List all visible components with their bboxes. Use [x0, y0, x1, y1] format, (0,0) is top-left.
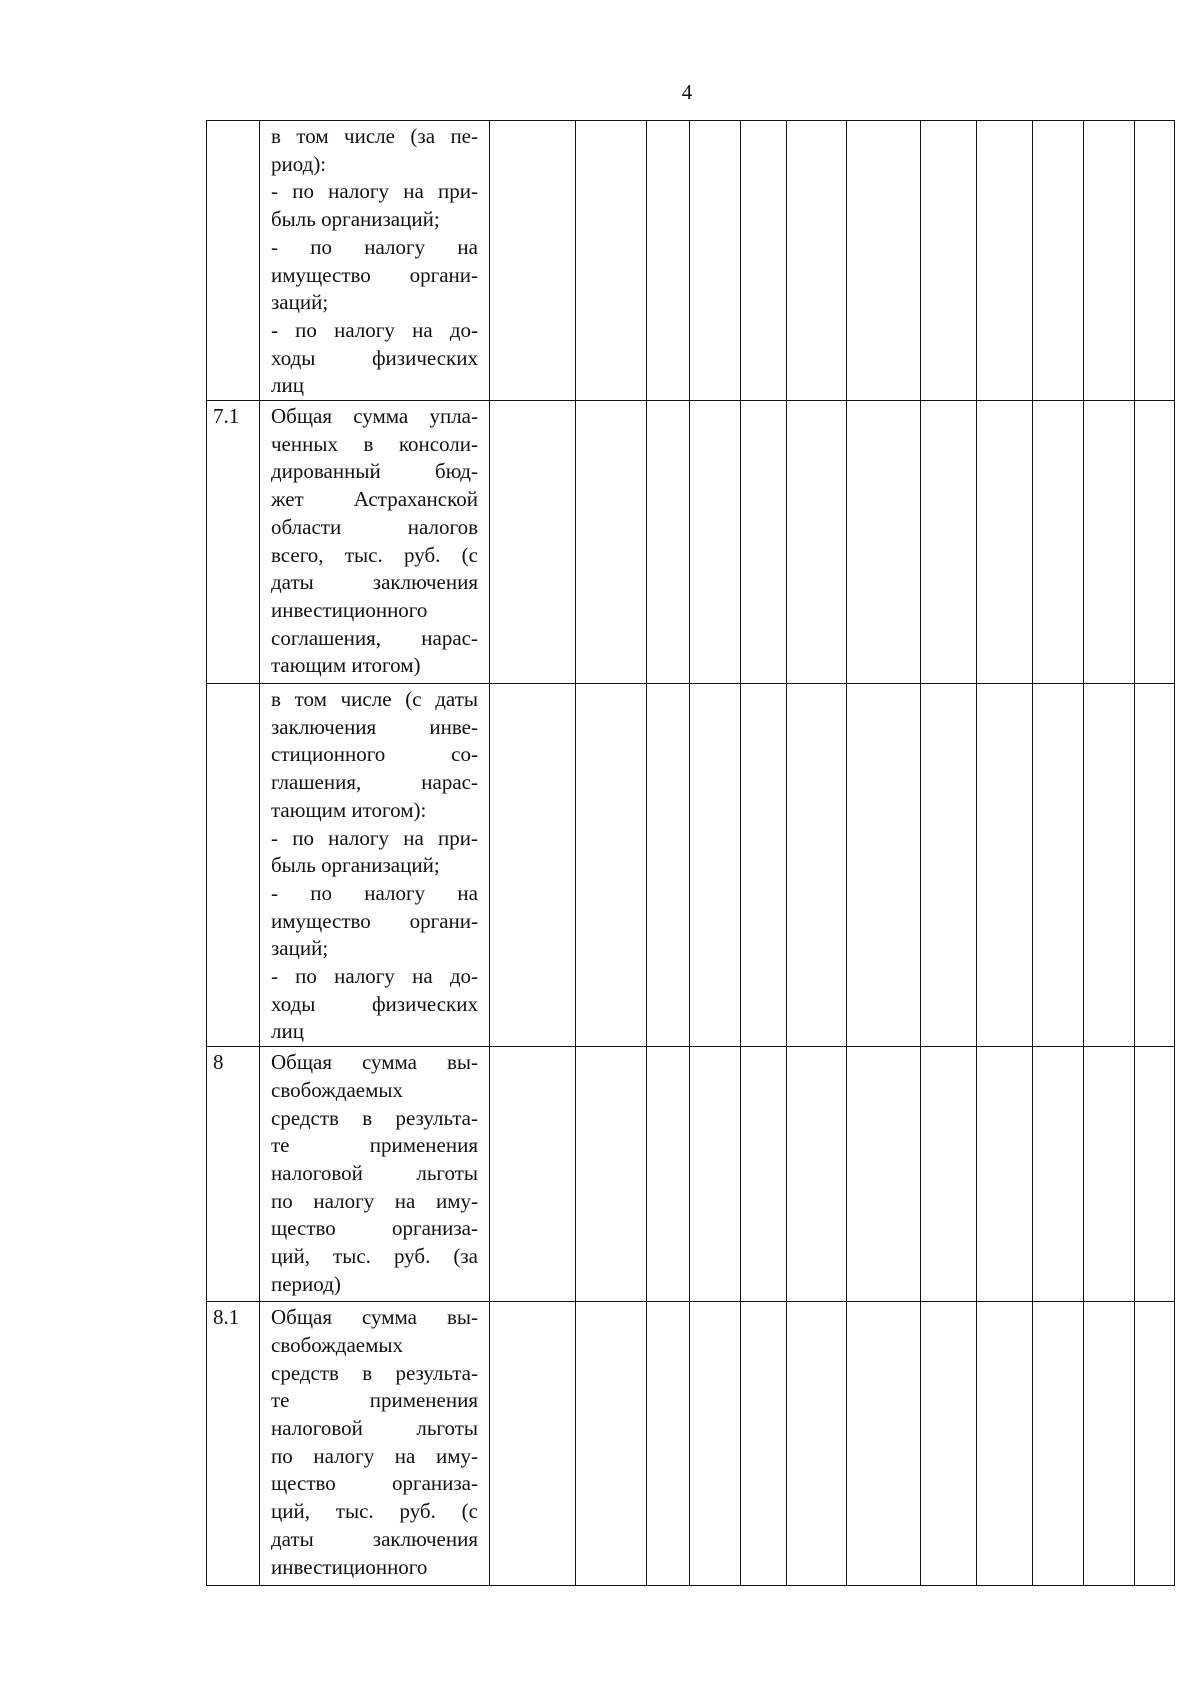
value-cell [741, 121, 787, 401]
value-cell [741, 1302, 787, 1586]
description-line: ходы физических [271, 345, 478, 370]
description-line: всего, тыс. руб. (с [271, 542, 478, 567]
description-line: Общая сумма вы- [271, 1050, 478, 1075]
indicator-description-cell [260, 1302, 490, 1586]
value-cell [847, 121, 921, 401]
value-cell [977, 121, 1033, 401]
row-number: 7.1 [213, 404, 240, 429]
row-number-cell [207, 121, 260, 401]
value-cell [741, 684, 787, 1047]
description-line: по налогу на иму- [271, 1188, 478, 1213]
description-line: области налогов [271, 514, 478, 539]
table-row [207, 401, 1175, 684]
description-line: период) [271, 1271, 341, 1296]
value-cell [576, 1302, 647, 1586]
value-cell [787, 684, 847, 1047]
description-line: заций; [271, 936, 329, 961]
value-cell [1135, 1047, 1175, 1302]
description-line: - по налогу на до- [271, 964, 478, 989]
value-cell [490, 1302, 576, 1586]
description-line: дированный бюд- [271, 459, 478, 484]
value-cell [690, 121, 741, 401]
description-line: лиц [271, 373, 304, 398]
description-line: по налогу на иму- [271, 1443, 478, 1468]
description-line: ций, тыс. руб. (с [271, 1499, 478, 1524]
value-cell [921, 684, 977, 1047]
description-line: свобождаемых [271, 1332, 403, 1357]
description-line: ченных в консоли- [271, 431, 478, 456]
description-line: тающим итогом): [271, 797, 427, 822]
value-cell [647, 121, 690, 401]
value-cell [690, 1047, 741, 1302]
description-line: - по налогу на до- [271, 317, 478, 342]
page-number: 4 [681, 80, 693, 104]
description-line: тающим итогом) [271, 653, 421, 678]
description-line: в том числе (с даты [271, 687, 478, 712]
value-cell [1135, 401, 1175, 684]
description-line: быль организаций; [271, 853, 440, 878]
row-number-cell [207, 401, 260, 684]
value-cell [921, 1047, 977, 1302]
description-line: быль организаций; [271, 207, 440, 232]
data-table [206, 120, 1175, 1586]
indicator-description-cell [260, 1047, 490, 1302]
value-cell [921, 401, 977, 684]
value-cell [1135, 1302, 1175, 1586]
description-line: Общая сумма упла- [271, 404, 478, 429]
value-cell [847, 684, 921, 1047]
description-line: ций, тыс. руб. (за [271, 1244, 478, 1269]
description-line: средств в результа- [271, 1105, 478, 1130]
value-cell [1084, 121, 1135, 401]
value-cell [847, 1302, 921, 1586]
value-cell [576, 121, 647, 401]
row-number-cell [207, 1302, 260, 1586]
value-cell [576, 401, 647, 684]
value-cell [787, 401, 847, 684]
description-line: заций; [271, 290, 329, 315]
description-line: стиционного со- [271, 742, 478, 767]
description-line: - по налогу на при- [271, 179, 478, 204]
value-cell [977, 401, 1033, 684]
description-line: лиц [271, 1019, 304, 1044]
value-cell [787, 1302, 847, 1586]
description-line: налоговой льготы [271, 1415, 478, 1440]
row-number-cell [207, 684, 260, 1047]
row-number-cell [207, 1047, 260, 1302]
table-row [207, 684, 1175, 1047]
value-cell [576, 1047, 647, 1302]
description-line: риод): [271, 151, 327, 176]
indicator-description-cell [260, 684, 490, 1047]
value-cell [741, 401, 787, 684]
description-line: те применения [271, 1133, 478, 1158]
description-line: даты заключения [271, 1526, 478, 1551]
description-line: Общая сумма вы- [271, 1305, 478, 1330]
description-line: соглашения, нарас- [271, 625, 478, 650]
value-cell [647, 684, 690, 1047]
description-line: - по налогу на [271, 234, 478, 259]
description-line: инвестиционного [271, 597, 428, 622]
value-cell [787, 1047, 847, 1302]
value-cell [847, 401, 921, 684]
description-line: свобождаемых [271, 1077, 403, 1102]
description-line: - по налогу на [271, 880, 478, 905]
value-cell [647, 401, 690, 684]
table-row [207, 121, 1175, 401]
description-line: ходы физических [271, 991, 478, 1016]
description-line: инвестиционного [271, 1554, 428, 1579]
value-cell [1135, 121, 1175, 401]
value-cell [1084, 1047, 1135, 1302]
value-cell [977, 1302, 1033, 1586]
value-cell [490, 121, 576, 401]
description-line: щество организа- [271, 1471, 478, 1496]
description-line: в том числе (за пе- [271, 124, 478, 148]
value-cell [690, 1302, 741, 1586]
description-line: глашения, нарас- [271, 770, 478, 795]
value-cell [741, 1047, 787, 1302]
value-cell [1033, 401, 1084, 684]
description-line: имущество органи- [271, 262, 478, 287]
value-cell [490, 1047, 576, 1302]
description-line: имущество органи- [271, 908, 478, 933]
description-line: - по налогу на при- [271, 825, 478, 850]
value-cell [1033, 1047, 1084, 1302]
description-line: даты заключения [271, 570, 478, 595]
table-row [207, 1302, 1175, 1586]
value-cell [1084, 1302, 1135, 1586]
value-cell [787, 121, 847, 401]
value-cell [1084, 684, 1135, 1047]
value-cell [921, 121, 977, 401]
value-cell [1033, 1302, 1084, 1586]
value-cell [490, 684, 576, 1047]
table-row [207, 1047, 1175, 1302]
value-cell [647, 1047, 690, 1302]
value-cell [977, 684, 1033, 1047]
value-cell [690, 684, 741, 1047]
description-line: средств в результа- [271, 1360, 478, 1385]
description-line: щество организа- [271, 1216, 478, 1241]
row-number: 8 [213, 1050, 224, 1075]
indicator-description-cell [260, 401, 490, 684]
description-line: жет Астраханской [271, 487, 478, 512]
value-cell [921, 1302, 977, 1586]
description-line: те применения [271, 1388, 478, 1413]
value-cell [690, 401, 741, 684]
value-cell [1033, 121, 1084, 401]
value-cell [647, 1302, 690, 1586]
value-cell [977, 1047, 1033, 1302]
value-cell [490, 401, 576, 684]
value-cell [847, 1047, 921, 1302]
indicator-description-cell [260, 121, 490, 401]
description-line: налоговой льготы [271, 1160, 478, 1185]
value-cell [1084, 401, 1135, 684]
value-cell [1135, 684, 1175, 1047]
value-cell [1033, 684, 1084, 1047]
value-cell [576, 684, 647, 1047]
row-number: 8.1 [213, 1305, 240, 1330]
description-line: заключения инве- [271, 714, 478, 739]
